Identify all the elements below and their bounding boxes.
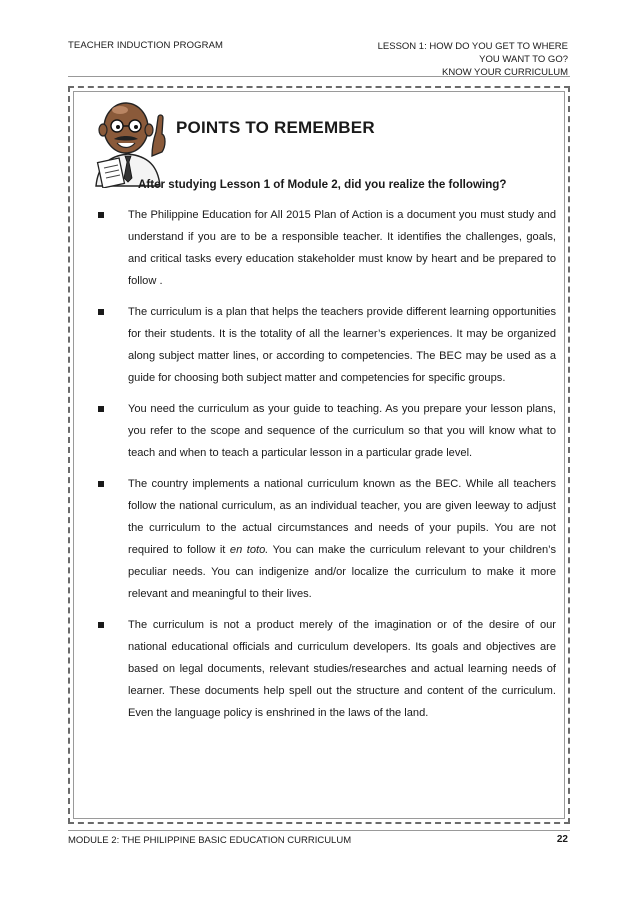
header-lesson-line-3: KNOW YOUR CURRICULUM [442, 67, 568, 78]
header-lesson-line-2: YOU WANT TO GO? [479, 54, 568, 65]
header-lesson-line-1: LESSON 1: HOW DO YOU GET TO WHERE [377, 41, 568, 52]
list-item-text: The curriculum is not a product merely of the imagination or of the desire of our national educational officials and curriculum developers. Its goals and objectives are based on legal documents, relevant studies/researches and actual learning needs of learner. These documents help spell out the structure and content of the curriculum. Even the language policy is enshrined in the laws of the land. [128, 619, 556, 719]
list-item [96, 204, 556, 292]
square-bullet-icon [98, 212, 104, 218]
box-title: POINTS TO REMEMBER [176, 118, 375, 137]
header-divider [68, 76, 570, 77]
list-item-text-part: You can make the curriculum relevant to your children’s peculiar needs. You can indigenize and/or localize the curriculum to make it more relevant and meaningful to their lives. [128, 544, 556, 600]
footer-page-number: 22 [556, 834, 568, 845]
list-item [96, 398, 556, 464]
list-item [96, 301, 556, 389]
list-item-text: The curriculum is a plan that helps the teachers provide different learning opportunities for their students. It is the totality of all the learner’s experiences. It may be organized along subject matter lines, or according to competencies. The BEC may be used as a guide for choosing both subject matter and competencies for specific groups. [128, 306, 556, 384]
list-item [96, 614, 556, 724]
points-list [96, 204, 556, 724]
list-item-text: The Philippine Education for All 2015 Plan of Action is a document you must study and understand if you are to be a responsible teacher. It identifies the challenges, goals, and critical tasks every education stakeholder must know by heart and be prepared to follow . [128, 209, 556, 287]
list-item [96, 473, 556, 605]
header-lesson-title [378, 40, 568, 79]
square-bullet-icon [98, 481, 104, 487]
list-item-text: You need the curriculum as your guide to teaching. As you prepare your lesson plans, you refer to the scope and sequence of the curriculum so that you will know what to teach and when to teach a particular lesson in a particular grade level. [128, 403, 556, 459]
list-item-italic-phrase: en toto. [229, 544, 269, 556]
footer-module-title: MODULE 2: THE PHILIPPINE BASIC EDUCATION CURRICULUM [68, 835, 352, 846]
header-program-title: TEACHER INDUCTION PROGRAM [68, 40, 224, 51]
square-bullet-icon [98, 309, 104, 315]
square-bullet-icon [98, 406, 104, 412]
square-bullet-icon [98, 622, 104, 628]
box-subtitle: After studying Lesson 1 of Module 2, did you realize the following? [138, 178, 507, 191]
teacher-mascot-icon [86, 96, 170, 188]
footer-divider [68, 830, 570, 831]
list-item-text-part: The country implements a national curriculum known as the BEC. While all teachers follow the national curriculum, as an individual teacher, you are given leeway to adjust the curriculum to the actual circumstances and needs of your pupils. You are not required to follow it [128, 478, 556, 556]
list-item-text [128, 478, 556, 600]
